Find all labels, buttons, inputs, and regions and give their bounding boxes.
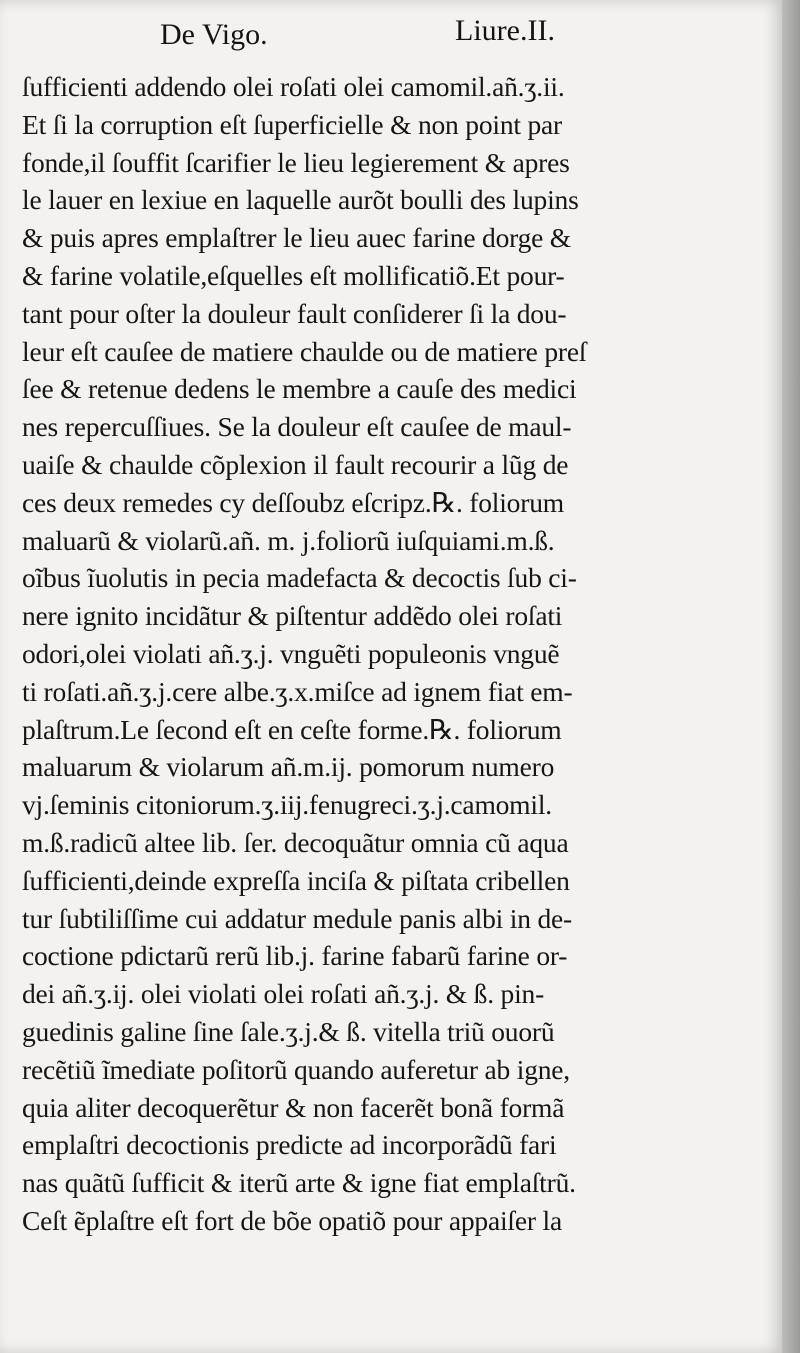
book-number: Liure.II.	[455, 14, 555, 47]
text-line: oĩbus ĩuolutis in pecia madefacta & decoctis ſub ci-	[22, 562, 577, 594]
text-line: emplaſtri decoctionis predicte ad incorporãdũ fari	[22, 1129, 557, 1161]
text-line: tur ſubtiliſſime cui addatur medule panis albi in de-	[22, 902, 572, 934]
text-line: ſufficienti addendo olei roſati olei camomil.añ.ʒ.ii.	[22, 71, 565, 102]
text-line: nere ignito incidãtur & piſtentur addẽdo olei roſati	[22, 600, 563, 632]
text-line: odori,olei violati añ.ʒ.j. vnguẽti populeonis vnguẽ	[22, 637, 560, 669]
text-line: recẽtiũ ĩmediate poſitorũ quando auferetur ab igne,	[22, 1053, 570, 1085]
text-line: le lauer en lexiue en laquelle aurõt boulli des lupins	[22, 184, 579, 216]
body-text	[22, 68, 767, 1240]
running-title: De Vigo.	[160, 18, 268, 51]
text-line: m.ß.radicũ altee lib. ſer. decoquãtur omnia cũ aqua	[22, 826, 569, 858]
text-line: ces deux remedes cy deſſoubz eſcripz.℞. foliorum	[22, 486, 564, 518]
text-line: ſee & retenue dedens le membre a cauſe des medici	[22, 373, 577, 405]
text-line: & puis apres emplaſtrer le lieu auec farine dorge &	[22, 222, 571, 254]
text-line: nes repercuſſiues. Se la douleur eſt cauſee de maul-	[22, 411, 572, 443]
text-line: Ceſt ẽplaſtre eſt fort de bõe opatiõ pour appaiſer la	[22, 1204, 562, 1236]
text-line: maluarum & violarum añ.m.ij. pomorum numero	[22, 751, 555, 783]
page-header	[160, 12, 600, 62]
text-line: quia aliter decoquerẽtur & non facerẽt bonã formã	[22, 1091, 565, 1123]
text-line: plaſtrum.Le ſecond eſt en ceſte forme.℞. foliorum	[22, 713, 562, 745]
text-line: & farine volatile,eſquelles eſt mollificatiõ.Et pour-	[22, 259, 565, 291]
text-line: vj.ſeminis citoniorum.ʒ.iij.fenugreci.ʒ.j.camomil.	[22, 789, 552, 821]
text-line: ti roſati.añ.ʒ.j.cere albe.ʒ.x.miſce ad ignem fiat em-	[22, 675, 573, 707]
text-line: dei añ.ʒ.ij. olei violati olei roſati añ.ʒ.j. & ß. pin-	[22, 978, 545, 1010]
text-line: guedinis galine ſine ſale.ʒ.j.& ß. vitella triũ ouorũ	[22, 1015, 555, 1047]
text-line: ſufficienti,deinde expreſſa inciſa & piſtata cribellen	[22, 864, 570, 896]
text-line: fonde,il ſouffit ſcarifier le lieu legierement & apres	[22, 146, 570, 178]
page-gutter-shadow	[782, 0, 800, 1353]
text-line: tant pour oſter la douleur fault conſiderer ſi la dou-	[22, 297, 567, 329]
text-line: Et ſi la corruption eſt ſuperficielle & non point par	[22, 108, 563, 140]
text-line: coctione pdictarũ rerũ lib.j. farine fabarũ farine or-	[22, 940, 568, 972]
text-line: uaiſe & chaulde cõplexion il fault recourir a lũg de	[22, 448, 569, 480]
text-line: nas quãtũ ſufficit & iterũ arte & igne fiat emplaſtrũ.	[22, 1167, 576, 1199]
text-line: maluarũ & violarũ.añ. m. j.foliorũ iuſquiami.m.ß.	[22, 524, 555, 556]
text-line: leur eſt cauſee de matiere chaulde ou de matiere preſ	[22, 335, 587, 367]
